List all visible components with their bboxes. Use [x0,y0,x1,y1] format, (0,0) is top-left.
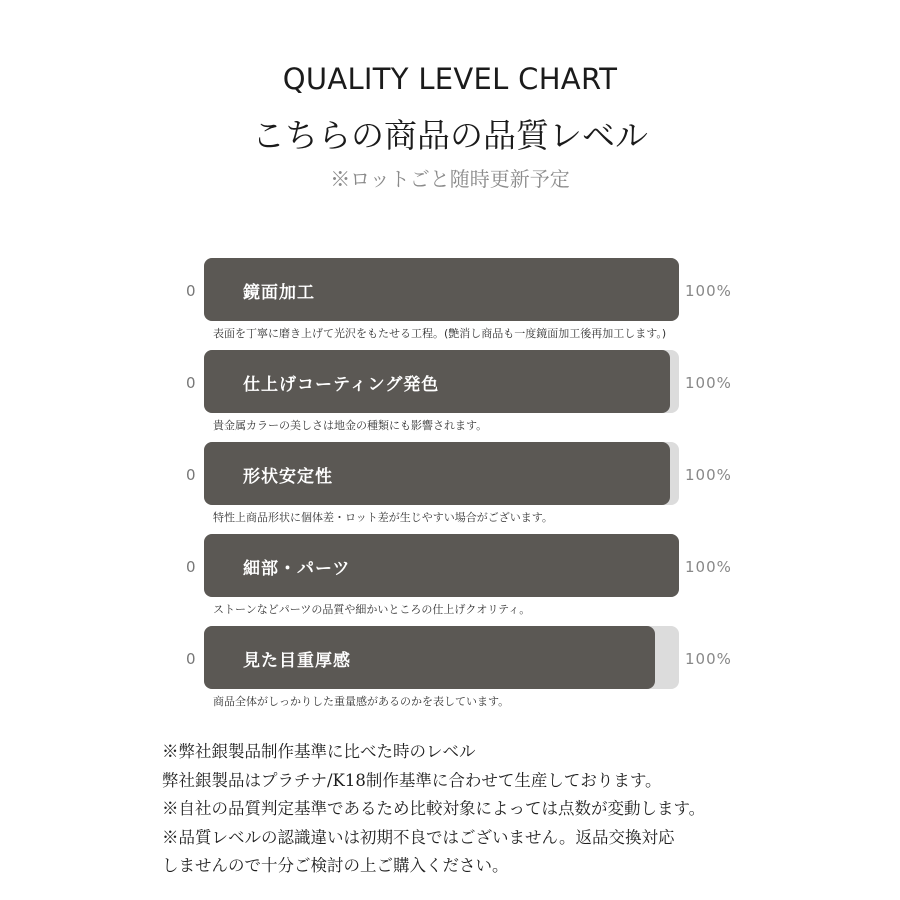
bar-label: 細部・パーツ [243,559,351,579]
axis-min-label: 0 [186,282,196,300]
chart-row [0,626,900,718]
note-line: ※弊社銀製品制作基準に比べた時のレベル [162,742,476,761]
bar-description: ストーンなどパーツの品質や細かいところの仕上げクオリティ。 [213,603,531,616]
axis-max-label: 100% [685,466,732,484]
axis-min-label: 0 [186,650,196,668]
axis-min-label: 0 [186,466,196,484]
axis-max-label: 100% [685,650,732,668]
axis-max-label: 100% [685,374,732,392]
bar-description: 商品全体がしっかりした重量感があるのかを表しています。 [213,695,510,708]
chart-row [0,350,900,442]
chart-title-en: QUALITY LEVEL CHART [282,62,618,96]
note-line: ※品質レベルの認識違いは初期不良ではございません。返品交換対応 [162,827,675,847]
note-line: 弊社銀製品はプラチナ/K18制作基準に合わせて生産しております。 [162,770,662,790]
note-line: しませんので十分ご検討の上ご購入ください。 [162,856,509,875]
notes [162,738,882,881]
chart-row [0,534,900,626]
axis-min-label: 0 [186,374,196,392]
bar-description: 貴金属カラーの美しさは地金の種類にも影響されます。 [213,419,488,432]
bar-label: 見た目重厚感 [243,651,351,671]
chart-subtitle: ※ロットごと随時更新予定 [330,167,570,191]
bar-description: 表面を丁寧に磨き上げて光沢をもたせる工程。(艶消し商品も一度鏡面加工後再加工します。) [213,327,667,340]
axis-max-label: 100% [685,558,732,576]
chart-row [0,258,900,350]
bar-label: 仕上げコーティング発色 [243,375,440,395]
chart-row [0,442,900,534]
axis-max-label: 100% [685,282,732,300]
axis-min-label: 0 [186,558,196,576]
chart-title-ja: こちらの商品の品質レベル [252,116,648,155]
bar-label: 鏡面加工 [243,283,315,303]
note-line: ※自社の品質判定基準であるため比較対象によっては点数が変動します。 [162,799,706,818]
bar-label: 形状安定性 [243,467,333,487]
bar-description: 特性上商品形状に個体差・ロット差が生じやすい場合がございます。 [213,511,553,524]
